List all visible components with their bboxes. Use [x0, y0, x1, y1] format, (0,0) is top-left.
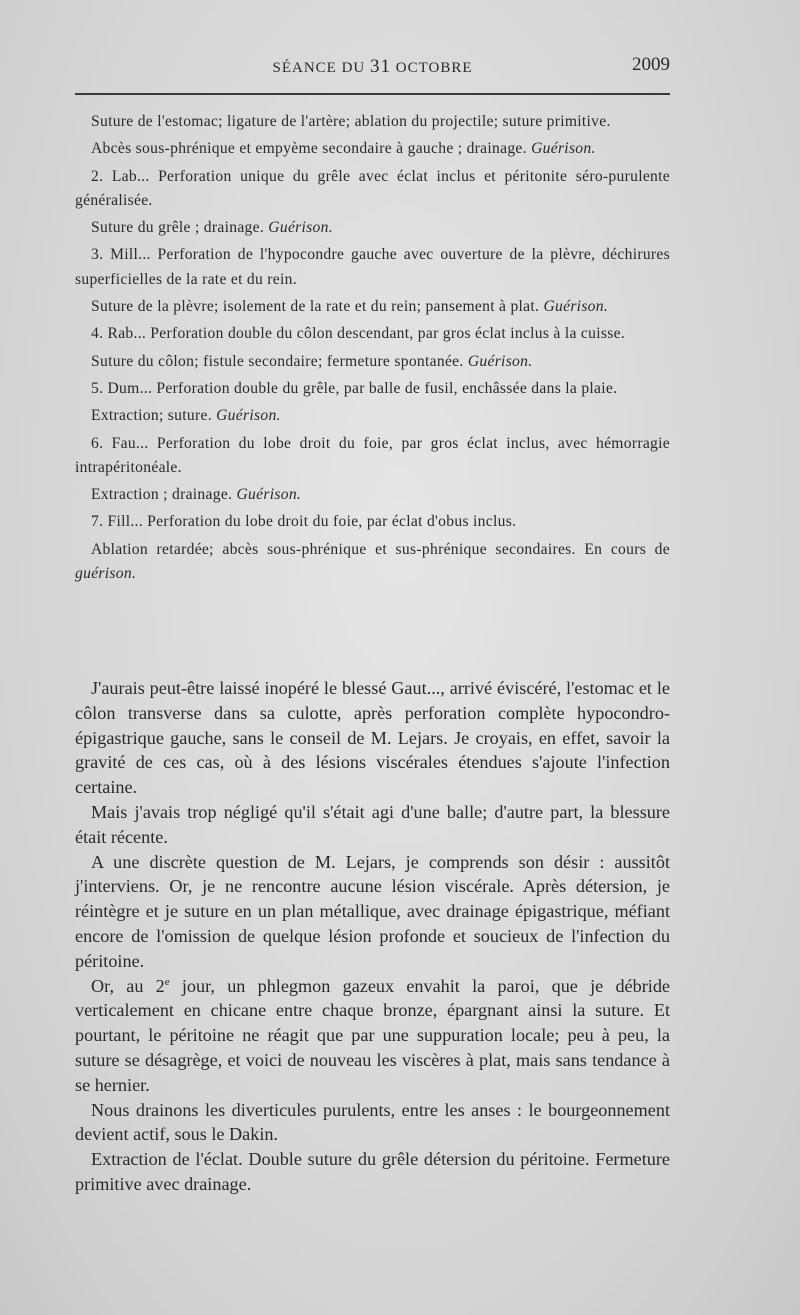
case-text: Suture de l'estomac; ligature de l'artère; ablation du projectile; suture primitive. [91, 113, 611, 130]
case-paragraph [75, 432, 670, 481]
body-paragraph: Mais j'avais trop négligé qu'il s'était agi d'une balle; d'autre part, la blessure était récente. [75, 801, 670, 847]
body-paragraph [75, 974, 670, 1098]
case-outcome: Guérison. [216, 407, 281, 425]
case-paragraph [75, 510, 670, 534]
case-paragraph [75, 350, 670, 374]
case-paragraph [75, 322, 670, 346]
case-text: Extraction; suture. [91, 407, 217, 425]
running-title-suffix: OCTOBRE [395, 60, 473, 76]
body-paragraph: J'aurais peut-être laissé inopéré le blessé Gaut..., arrivé éviscéré, l'estomac et le côlon transverse dans sa culotte, après perforation complète hypocondro-épigastrique gauche, sans le conseil de M. Lejars. Je croyais, en effet, savoir la gravité de ces cas, où à des lésions viscérales étendues s'ajoute l'infection certaine. [75, 678, 670, 798]
body-text-run: Or, au 2 [91, 975, 165, 996]
case-outcome: Guérison. [268, 219, 333, 237]
case-outcome: Guérison. [236, 486, 302, 504]
body-paragraph: Extraction de l'éclat. Double suture du grêle détersion du péritoine. Fermeture primitive avec drainage. [75, 1149, 670, 1194]
case-outcome: guérison. [75, 565, 137, 583]
case-paragraph [75, 165, 670, 214]
case-outcome: Guérison. [543, 298, 609, 316]
body-text [75, 676, 670, 1197]
running-title-day: 31 [370, 56, 392, 77]
case-text: Extraction ; drainage. [91, 486, 237, 504]
body-text-run: jour, un phlegmon gazeux envahit la paroi, que je débride verticalement en chicane entre chaque bronze, épargnant ainsi la suture. Et pourtant, le péritoine ne réagit que par une suppuration locale; peu à peu, la suture se désagrège, et voici de nouveau les viscères à plat, mais sans tendance à se hernier. [75, 975, 670, 1095]
case-text: Suture du grêle ; drainage. [91, 219, 269, 237]
case-paragraph [75, 216, 670, 240]
case-list [75, 110, 670, 589]
body-paragraph: Nous drainons les diverticules purulents, entre les anses : le bourgeonnement devient actif, sous le Dakin. [75, 1099, 670, 1145]
superscript: e [164, 975, 170, 988]
case-outcome: Guérison. [531, 140, 596, 158]
case-text: 7. Fill... Perforation du lobe droit du foie, par éclat d'obus inclus. [91, 513, 517, 531]
case-text: 3. Mill... Perforation de l'hypocondre gauche avec ouverture de la plèvre, déchirures superficielles de la rate et du rein. [75, 246, 670, 288]
case-text: 4. Rab... Perforation double du côlon descendant, par gros éclat inclus à la cuisse. [91, 325, 626, 343]
case-paragraph [75, 404, 670, 428]
case-text: Ablation retardée; abcès sous-phrénique et sus-phrénique secondaires. En cours de [91, 540, 670, 558]
page-header [75, 56, 670, 82]
case-text: Abcès sous-phrénique et empyème secondaire à gauche ; drainage. [91, 140, 532, 158]
case-outcome: Guérison. [467, 352, 533, 370]
case-paragraph [75, 295, 670, 319]
case-text: Suture de la plèvre; isolement de la rate et du rein; pansement à plat. [91, 298, 544, 316]
body-paragraph: A une discrète question de M. Lejars, je comprends son désir : aussitôt j'interviens. Or, je ne rencontre aucune lésion viscérale. Après détersion, je réintègre et je suture en un plan métallique, avec drainage épigastrique, méfiant encore de l'omission de quelque lésion profonde et soucieux de l'infection du péritoine. [75, 851, 670, 971]
case-paragraph [75, 110, 670, 134]
case-paragraph [75, 538, 670, 587]
case-paragraph [75, 137, 670, 161]
header-rule [75, 93, 670, 95]
running-title [75, 56, 670, 78]
case-text: 2. Lab... Perforation unique du grêle avec éclat inclus et péritonite séro-purulente généralisée. [75, 167, 670, 209]
case-paragraph [75, 243, 670, 292]
case-text: Suture du côlon; fistule secondaire; fermeture spontanée. [91, 352, 468, 370]
page-number: 2009 [632, 54, 670, 75]
case-paragraph [75, 377, 670, 401]
running-title-prefix: SÉANCE DU [272, 60, 366, 76]
case-text: 5. Dum... Perforation double du grêle, par balle de fusil, enchâssée dans la plaie. [91, 379, 618, 397]
case-paragraph [75, 483, 670, 507]
case-text: 6. Fau... Perforation du lobe droit du foie, par gros éclat inclus, avec hémorragie intrapéritonéale. [75, 434, 670, 476]
